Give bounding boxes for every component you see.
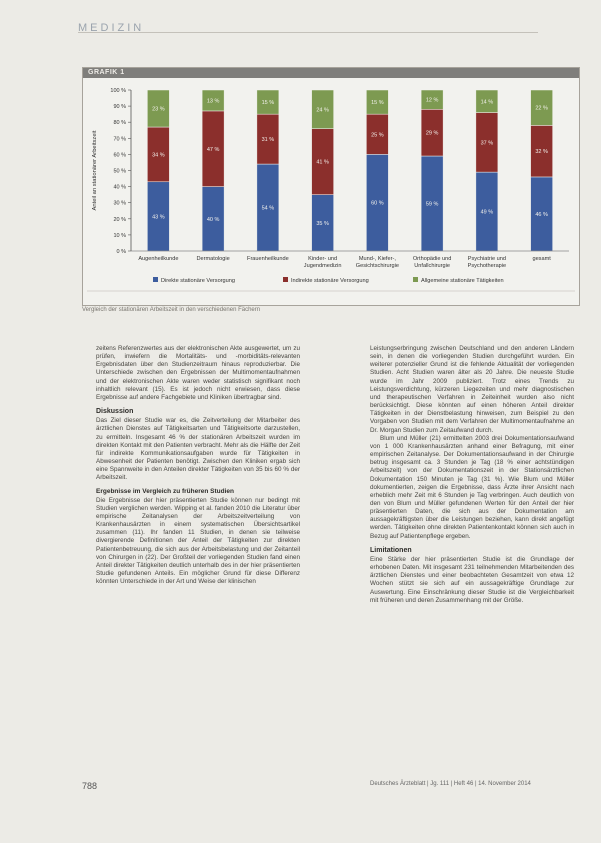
- x-tick-label: Psychiatrie und: [467, 256, 506, 262]
- data-label: 59 %: [425, 201, 439, 208]
- x-tick-label: Psychotherapie: [467, 263, 507, 269]
- y-tick-label: 100 %: [110, 88, 126, 94]
- data-label: 35 %: [316, 220, 329, 227]
- data-label: 24 %: [316, 107, 329, 114]
- y-tick-label: 90 %: [113, 104, 126, 111]
- y-tick-label: 70 %: [113, 136, 126, 143]
- x-tick-label: Jugendmedizin: [303, 263, 342, 269]
- data-label: 31 %: [261, 137, 275, 144]
- data-label: 15 %: [371, 100, 384, 107]
- figure-caption: Vergleich der stationären Arbeitszeit in den verschiedenen Fächern: [82, 307, 261, 313]
- paragraph: zeitens Referenzwertes aus der elektronischen Akte ausgewertet, um zu prüfen, inwiefern die Mortalitäts- und -morbiditäts-relevanten Ergebnisdaten über den Studienzeitraum hinaus reproduzierbar. Die Unterschiede zwischen den Ergebnissen der Multimomentaufnahmen und der elektronischen Akte waren weder statistisch signifikant noch inhaltlich relevant (15). Es ist jedoch nicht erwiesen, dass diese Ergebnisse auf andere Fachgebiete und Kliniken übertragbar sind.: [96, 345, 300, 401]
- data-label: 37 %: [480, 140, 494, 147]
- paragraph: Eine Stärke der hier präsentierten Studie ist die Grundlage der erhobenen Daten. Mit insgesamt 231 teilnehmenden Mitarbeitenden des ärztlichen Dienstes und einer beobachteten Gesamtzeit von etwa 12 Wochen stützt sie sich auf ein aussagekräftige Grundlage zur Auswertung. Eine Einschränkung dieser Studie ist die Vergleichbarkeit mit früheren und deren Zusammenhang mit der Größe.: [370, 555, 574, 604]
- stacked-bar-chart: [83, 78, 579, 305]
- paragraph: Leistungserbringung zwischen Deutschland und den anderen Ländern sein, in denen die vorliegenden Studien durchgeführt wurden. Ein weiterer potenzieller Grund ist die fehlende Aktualität der vorliegenden Studien. Acht Studien waren älter als 20 Jahre. Die neueste Studie wurde im Jahr 2009 publiziert. Trotz eines Trends zu Leistungsverdichtung, kürzeren Liegezeiten und mehr diagnostischen und therapeutischen Verfahren in Zeiteinheit wurden also nicht berücksichtigt. Diese könnten auf einen höheren Anteil direkter Tätigkeiten in der Dienstbelastung hinweisen, zum Beispiel zu den Vorgaben von Studien mit dem Verfahren der Multimomentaufnahme an Dr. Morgan Studien zum Zeitaufwand durch.: [370, 345, 574, 434]
- section-heading: Limitationen: [370, 546, 412, 554]
- section-heading: Diskussion: [96, 408, 134, 416]
- section-header: [78, 18, 538, 33]
- figure-box: [82, 67, 580, 306]
- data-label: 25 %: [371, 132, 384, 139]
- column-right: [370, 345, 574, 605]
- x-tick-label: Orthopädie und: [412, 256, 452, 262]
- journal-footer: Deutsches Ärzteblatt | Jg. 111 | Heft 46 | 14. November 2014: [370, 781, 531, 787]
- y-tick-label: 20 %: [113, 216, 126, 223]
- x-tick-label: Kinder- und: [308, 256, 338, 262]
- legend-swatch: [153, 277, 158, 282]
- data-label: 13 %: [206, 98, 220, 105]
- data-label: 12 %: [425, 97, 439, 104]
- section-title: MEDIZIN: [78, 22, 145, 34]
- legend-label: Allgemeine stationäre Tätigkeiten: [421, 278, 504, 284]
- x-tick-label: Augenheilkunde: [138, 256, 179, 262]
- x-tick-label: Frauenheilkunde: [247, 256, 289, 262]
- paragraph: Blum und Müller (21) ermittelten 2003 drei Dokumentationsaufwand von 1 000 Krankenhausärzten anhand einer Befragung, mit einer empirischen Zeitanalyse. Der Dokumentationsaufwand in der Chirurgie betrug insgesamt ca. 3 Stunden je Tag (18 % einer achtstündigen Arbeitszeit) von der Dokumentationszeit in der Stationsärztlichen Dokumentation 150 Minuten je Tag (31 %). Wie Blum und Müller dokumentierten, zeigen die Ergebnisse, dass Ärzte ihrer Ansicht nach erheblich mehr Zeit mit 6 Stunden je Tag verbringen. Auch deutlich von den von Blum und Müller gefundenen Werten für den Anteil der hier präsentierten Daten, die sich aus der Dokumentation am aussagekräftigsten über die Leistungen beziehen, kann direkt angefügt werden. Tätigkeiten ohne direkten Patientenkontakt können sich auch in Bezug auf Patientenpflege ergeben.: [370, 434, 574, 540]
- legend-label: Indirekte stationäre Versorgung: [291, 278, 369, 284]
- x-tick-label: Gesichtschirurgie: [355, 263, 399, 269]
- data-label: 32 %: [535, 149, 548, 156]
- data-label: 54 %: [261, 205, 275, 212]
- legend-label: Direkte stationäre Versorgung: [161, 278, 236, 284]
- y-tick-label: 40 %: [113, 184, 126, 191]
- column-left: [96, 345, 300, 586]
- y-axis-label: Anteil an stationärer Arbeitszeit: [92, 130, 98, 211]
- data-label: 29 %: [425, 130, 439, 137]
- legend-swatch: [413, 277, 418, 282]
- figure-titlebar: [83, 68, 579, 78]
- y-tick-label: 60 %: [113, 152, 126, 159]
- data-label: 41 %: [316, 159, 329, 166]
- data-label: 22 %: [535, 105, 548, 112]
- data-label: 23 %: [152, 106, 165, 113]
- subsection-heading: Ergebnisse im Vergleich zu früheren Studien: [96, 487, 234, 495]
- y-tick-label: 0 %: [116, 249, 126, 255]
- x-tick-label: gesamt: [532, 256, 551, 262]
- data-label: 40 %: [206, 216, 220, 223]
- data-label: 43 %: [152, 214, 165, 221]
- data-label: 47 %: [206, 146, 220, 153]
- legend-swatch: [283, 277, 288, 282]
- paragraph: Das Ziel dieser Studie war es, die Zeitverteilung der Mitarbeiter des ärztlichen Dienstes auf Tätigkeitsarten und Tätigkeitsorte darzustellen, zu ermitteln. Insgesamt 46 % der stationären Arbeitszeit wurden im direkten Kontakt mit den Patienten verbracht. Mehr als die Hälfte der Zeit für indirekte Kommunikationsaufgaben wurde für Tätigkeiten in Abwesenheit der Patienten benötigt. Zwischen den Kliniken ergab sich eine Spannweite in den Anteilen direkter Tätigkeiten von 35 bis 60 % der Arbeitszeit.: [96, 417, 300, 482]
- data-label: 34 %: [152, 152, 165, 159]
- y-tick-label: 50 %: [113, 168, 126, 175]
- paragraph: Die Ergebnisse der hier präsentierten Studie können nur bedingt mit Studien verglichen werden. Wipping et al. fanden 2010 die Literatur über empirische Zeitanalysen der Arbeitszeitverteilung von Krankenhausärzten in einem systematischen Übersichtsartikel zusammen (11). Ihr fanden 11 Studien, in denen sie teilweise divergierende Definitionen der Anteil der Tätigkeiten zur direkten Patientenbetreuung, die sich aus der Arbeitsbelastung und der Zeitanteil von Chirurgen in (22). Der Großteil der vorliegenden Studien fand einen Anteil direkter Tätigkeiten deutlich unterhalb des in der hier präsentierten Studie gefundenen Anteils. Ein möglicher Grund für diese Differenz könnten Unterschiede in der Art und Weise der klinischen: [96, 496, 300, 586]
- x-tick-label: Dermatologie: [196, 256, 230, 262]
- data-label: 60 %: [371, 200, 384, 207]
- y-tick-label: 30 %: [113, 200, 126, 207]
- y-tick-label: 80 %: [113, 120, 126, 127]
- data-label: 49 %: [480, 209, 494, 216]
- page-number: 788: [82, 781, 98, 791]
- data-label: 15 %: [261, 100, 275, 107]
- data-label: 14 %: [480, 99, 494, 106]
- x-tick-label: Unfallchirurgie: [414, 263, 451, 269]
- x-tick-label: Mund-, Kiefer-,: [358, 256, 396, 262]
- y-tick-label: 10 %: [113, 232, 126, 239]
- figure-label: GRAFIK 1: [88, 69, 125, 76]
- data-label: 46 %: [535, 211, 548, 218]
